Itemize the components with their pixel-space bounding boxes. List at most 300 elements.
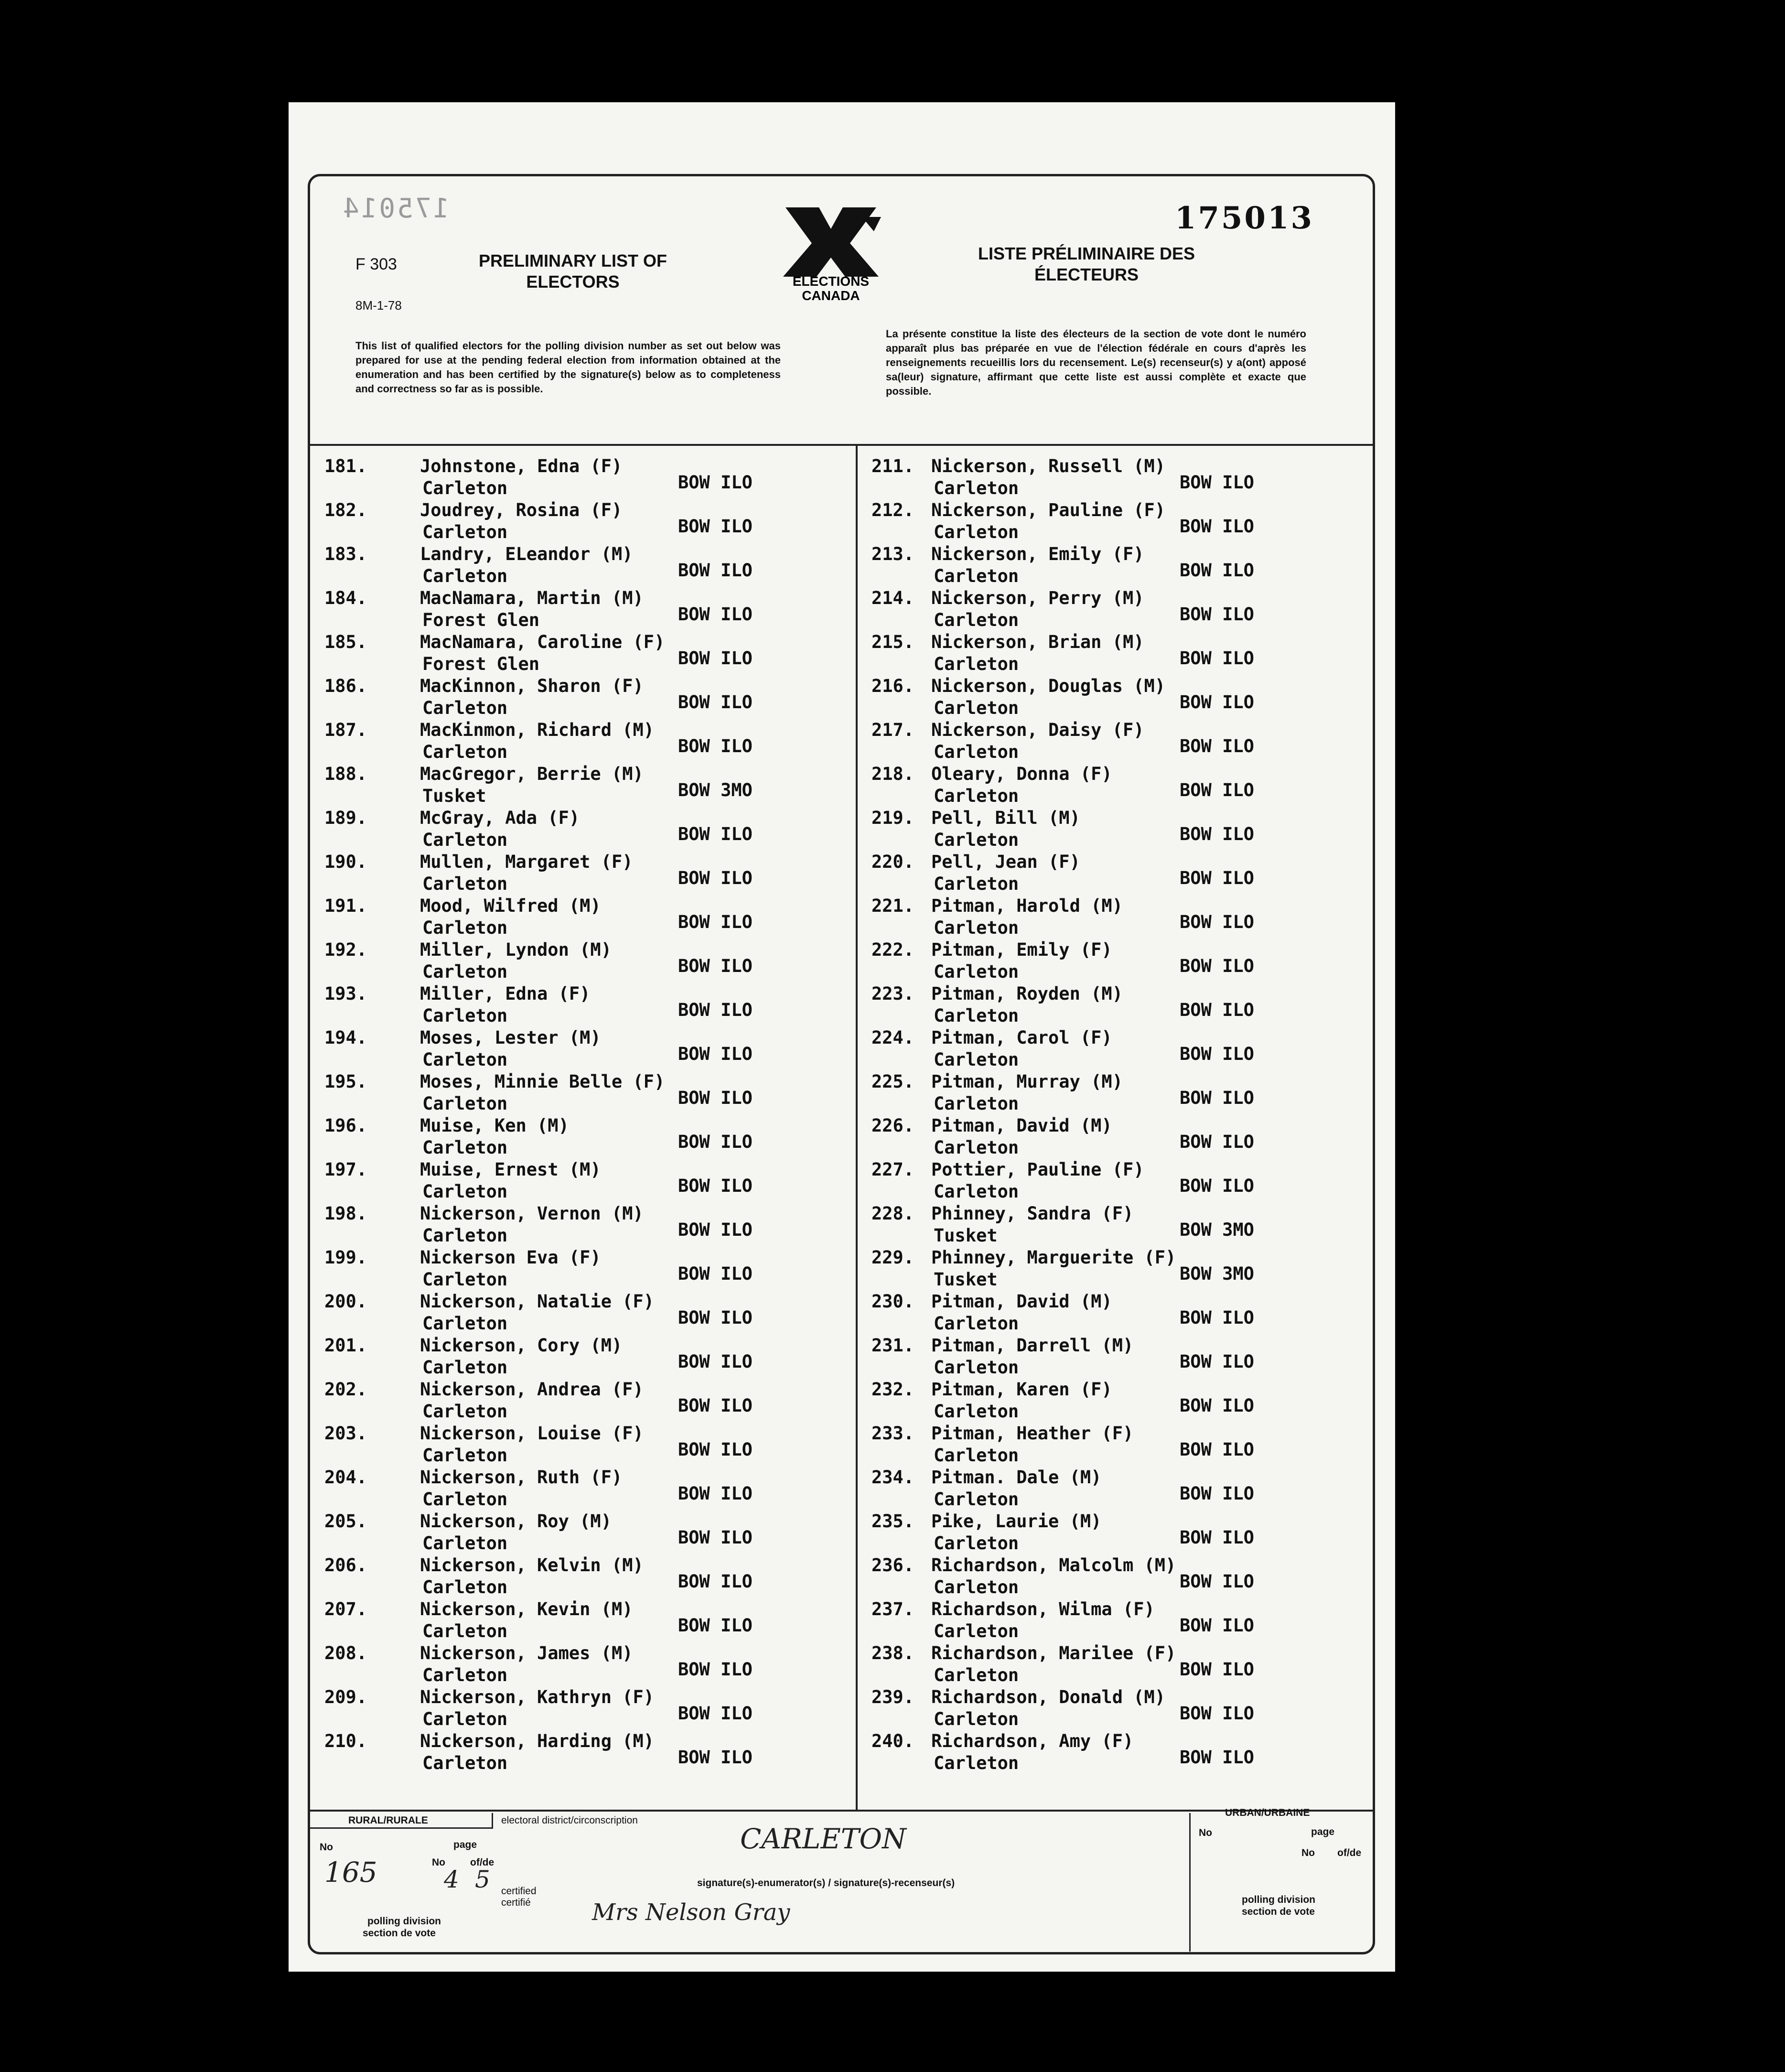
elector-entry	[315, 1511, 850, 1555]
elector-place: Carleton	[422, 874, 508, 894]
form-footer	[310, 1807, 1373, 1952]
polling-division-label-fr: section de vote	[363, 1928, 436, 1939]
elector-code: BOW ILO	[678, 604, 753, 625]
elector-entry	[862, 1247, 1368, 1291]
elector-name: Landry, ELeandor (M)	[420, 544, 633, 564]
elector-number: 213.	[871, 544, 914, 564]
column-divider	[856, 445, 858, 1810]
serial-number: 175013	[1174, 200, 1314, 236]
elector-number: 232.	[871, 1379, 914, 1400]
elector-entry	[315, 1291, 850, 1335]
elector-name: Pitman, Murray (M)	[931, 1071, 1123, 1092]
elector-place: Carleton	[422, 1313, 508, 1334]
elector-code: BOW ILO	[1180, 1351, 1254, 1372]
elector-entry	[315, 1071, 850, 1115]
elector-code: BOW ILO	[678, 868, 753, 888]
elector-name: Nickerson, Ruth (F)	[420, 1467, 623, 1488]
elector-code: BOW ILO	[1180, 1132, 1254, 1152]
elector-entry	[862, 983, 1368, 1027]
elector-list-left	[315, 456, 850, 1775]
elector-code: BOW ILO	[678, 1747, 753, 1768]
elector-number: 195.	[324, 1071, 367, 1092]
elector-place: Carleton	[934, 1093, 1019, 1114]
elector-code: BOW ILO	[1180, 1044, 1254, 1064]
elector-code: BOW ILO	[678, 912, 753, 932]
elector-code: BOW ILO	[1180, 1088, 1254, 1108]
elector-code: BOW ILO	[678, 1395, 753, 1416]
elector-number: 206.	[324, 1555, 367, 1576]
elector-number: 192.	[324, 939, 367, 960]
elector-name: Richardson, Amy (F)	[931, 1731, 1134, 1751]
elector-entry	[862, 1291, 1368, 1335]
elector-number: 193.	[324, 983, 367, 1004]
elector-number: 199.	[324, 1247, 367, 1268]
of-value: 5	[475, 1866, 490, 1893]
elector-name: Johnstone, Edna (F)	[420, 456, 623, 476]
elector-name: McGray, Ada (F)	[420, 808, 580, 828]
elector-place: Carleton	[934, 1577, 1019, 1597]
elector-place: Carleton	[422, 917, 508, 938]
elector-code: BOW ILO	[1180, 1000, 1254, 1020]
elector-code: BOW 3MO	[678, 780, 753, 800]
elector-code: BOW ILO	[1180, 1527, 1254, 1548]
elector-place: Carleton	[934, 566, 1019, 586]
elector-entry	[315, 1203, 850, 1247]
elector-entry	[315, 1599, 850, 1643]
elector-place: Carleton	[934, 1445, 1019, 1466]
intro-english: This list of qualified electors for the polling division number as set out below was prepared for use at the pending federal election from information obtained at the enumeration and has been certified by the signature(s) below as to completeness and correctness so far as is possible.	[355, 340, 781, 395]
elector-number: 202.	[324, 1379, 367, 1400]
elector-entry	[315, 1731, 850, 1775]
elector-entry	[862, 1643, 1368, 1687]
elector-name: Miller, Lyndon (M)	[420, 939, 612, 960]
elector-name: MacKinmon, Richard (M)	[420, 720, 655, 740]
elector-name: Muise, Ernest (M)	[420, 1159, 601, 1180]
elector-name: Nickerson, Kelvin (M)	[420, 1555, 644, 1576]
elector-entry	[315, 1159, 850, 1203]
elector-number: 198.	[324, 1203, 367, 1224]
elector-number: 216.	[871, 676, 914, 696]
elector-number: 238.	[871, 1643, 914, 1663]
elector-code: BOW ILO	[678, 1571, 753, 1592]
elector-place: Carleton	[934, 961, 1019, 982]
enumerator-signature: Mrs Nelson Gray	[592, 1899, 790, 1926]
elector-number: 227.	[871, 1159, 914, 1180]
elector-entry	[315, 676, 850, 720]
elector-entry	[862, 1379, 1368, 1423]
elector-entry	[862, 456, 1368, 500]
elector-entry	[315, 1335, 850, 1379]
elector-name: Nickerson, James (M)	[420, 1643, 633, 1663]
elector-name: Pitman, Harold (M)	[931, 896, 1123, 916]
elector-place: Carleton	[934, 742, 1019, 762]
elector-place: Carleton	[934, 698, 1019, 718]
elector-number: 234.	[871, 1467, 914, 1488]
footer-divider	[310, 1810, 1373, 1812]
elector-code: BOW ILO	[1180, 1483, 1254, 1504]
elector-entry	[862, 1203, 1368, 1247]
elector-code: BOW ILO	[678, 824, 753, 844]
elector-entry	[315, 1687, 850, 1731]
elector-place: Carleton	[934, 1313, 1019, 1334]
elector-name: Nickerson, Douglas (M)	[931, 676, 1166, 696]
elector-name: MacNamara, Caroline (F)	[420, 632, 665, 652]
form-date: 8M-1-78	[355, 298, 402, 313]
intro-french: La présente constitue la liste des électeurs de la section de vote dont le numéro apparaît plus bas préparée en vue de l'élection fédérale en cours d'après les renseignements recueillis lors du recensement. Le(s) recenseur(s) y a(ont) apposé sa(leur) signature, affirmant que cette liste est aussi complète et exacte que possible.	[886, 328, 1306, 397]
elector-name: Muise, Ken (M)	[420, 1115, 569, 1136]
rural-page-label: page	[453, 1839, 477, 1850]
elector-number: 218.	[871, 764, 914, 784]
elector-number: 189.	[324, 808, 367, 828]
elector-name: Oleary, Donna (F)	[931, 764, 1112, 784]
elector-number: 233.	[871, 1423, 914, 1444]
elector-code: BOW ILO	[678, 1263, 753, 1284]
elector-code: BOW ILO	[678, 1439, 753, 1460]
elector-code: BOW ILO	[1180, 560, 1254, 581]
elector-entry	[315, 1027, 850, 1071]
elector-place: Carleton	[422, 1709, 508, 1729]
elector-place: Carleton	[934, 478, 1019, 498]
urban-of-label: of/de	[1337, 1847, 1362, 1858]
elector-name: Nickerson, Kathryn (F)	[420, 1687, 655, 1707]
urban-polling-division-label-fr: section de vote	[1242, 1906, 1315, 1917]
elector-place: Carleton	[422, 1181, 508, 1202]
elector-entry	[862, 939, 1368, 983]
elector-number: 230.	[871, 1291, 914, 1312]
elector-number: 211.	[871, 456, 914, 476]
header-divider	[310, 444, 1373, 446]
elector-entry	[862, 764, 1368, 808]
elector-number: 183.	[324, 544, 367, 564]
elector-code: BOW ILO	[1180, 692, 1254, 712]
elector-number: 219.	[871, 808, 914, 828]
page-value: 4	[444, 1866, 459, 1893]
rural-no-label: No	[320, 1842, 333, 1853]
elector-place: Carleton	[934, 1401, 1019, 1422]
document-page	[289, 102, 1395, 1972]
elector-name: Pitman. Dale (M)	[931, 1467, 1102, 1488]
elector-code: BOW ILO	[1180, 1571, 1254, 1592]
elector-number: 203.	[324, 1423, 367, 1444]
elector-name: Pike, Laurie (M)	[931, 1511, 1102, 1532]
elector-entry	[862, 1115, 1368, 1159]
elector-place: Forest Glen	[422, 654, 540, 674]
elector-place: Carleton	[422, 1093, 508, 1114]
elector-code: BOW ILO	[1180, 516, 1254, 537]
elector-name: MacKinnon, Sharon (F)	[420, 676, 644, 696]
elector-name: Joudrey, Rosina (F)	[420, 500, 623, 520]
elector-entry	[315, 808, 850, 852]
elector-entry	[862, 1423, 1368, 1467]
elector-place: Carleton	[934, 1709, 1019, 1729]
elector-code: BOW ILO	[678, 692, 753, 712]
elector-place: Carleton	[422, 698, 508, 718]
elector-code: BOW ILO	[1180, 736, 1254, 756]
elector-code: BOW ILO	[678, 1307, 753, 1328]
elector-entry	[315, 983, 850, 1027]
elector-entry	[862, 1159, 1368, 1203]
elector-entry	[315, 500, 850, 544]
elector-code: BOW ILO	[1180, 1439, 1254, 1460]
elector-entry	[315, 1379, 850, 1423]
elector-number: 200.	[324, 1291, 367, 1312]
elector-entry	[862, 1335, 1368, 1379]
elector-code: BOW ILO	[678, 1000, 753, 1020]
elector-place: Carleton	[422, 1357, 508, 1378]
elector-place: Carleton	[934, 1753, 1019, 1773]
elector-code: BOW ILO	[1180, 824, 1254, 844]
elector-name: Nickerson, Natalie (F)	[420, 1291, 655, 1312]
elections-canada-logo	[766, 203, 895, 317]
elector-name: Nickerson, Kevin (M)	[420, 1599, 633, 1619]
elector-number: 236.	[871, 1555, 914, 1576]
elector-name: Pitman, Royden (M)	[931, 983, 1123, 1004]
elector-name: MacNamara, Martin (M)	[420, 588, 644, 608]
elector-number: 208.	[324, 1643, 367, 1663]
elector-code: BOW ILO	[1180, 648, 1254, 669]
elector-place: Carleton	[422, 522, 508, 542]
elector-name: Moses, Lester (M)	[420, 1027, 601, 1048]
elector-number: 182.	[324, 500, 367, 520]
elector-entry	[862, 808, 1368, 852]
elector-code: BOW ILO	[678, 1483, 753, 1504]
signature-label: signature(s)-enumerator(s) / signature(s)-recenseur(s)	[697, 1878, 955, 1889]
elector-place: Carleton	[934, 1005, 1019, 1026]
elector-code: BOW ILO	[678, 956, 753, 976]
elector-code: BOW ILO	[1180, 780, 1254, 800]
elector-number: 222.	[871, 939, 914, 960]
elector-name: Pitman, Carol (F)	[931, 1027, 1112, 1048]
elector-code: BOW ILO	[1180, 1615, 1254, 1636]
elector-code: BOW ILO	[678, 1659, 753, 1680]
urban-page-no-label: No	[1301, 1847, 1315, 1858]
elector-code: BOW ILO	[678, 736, 753, 756]
elector-place: Tusket	[934, 1269, 998, 1290]
district-label: electoral district/circonscription	[501, 1815, 638, 1826]
elector-number: 237.	[871, 1599, 914, 1619]
elector-entry	[862, 1511, 1368, 1555]
elector-entry	[315, 1643, 850, 1687]
elector-place: Carleton	[422, 1533, 508, 1554]
elector-number: 204.	[324, 1467, 367, 1488]
elector-name: Richardson, Marilee (F)	[931, 1643, 1176, 1663]
elector-place: Carleton	[422, 566, 508, 586]
urban-no-label: No	[1199, 1827, 1212, 1838]
elector-entry	[862, 676, 1368, 720]
elector-code: BOW ILO	[1180, 868, 1254, 888]
elector-place: Carleton	[422, 830, 508, 850]
elector-number: 226.	[871, 1115, 914, 1136]
elector-code: BOW ILO	[1180, 1395, 1254, 1416]
elector-code: BOW ILO	[1180, 1703, 1254, 1724]
elector-entry	[862, 1467, 1368, 1511]
elector-entry	[862, 1731, 1368, 1775]
elector-code: BOW ILO	[678, 1176, 753, 1196]
elector-entry	[862, 1071, 1368, 1115]
elector-entry	[315, 939, 850, 983]
elector-code: BOW ILO	[678, 1044, 753, 1064]
elector-place: Carleton	[422, 1049, 508, 1070]
elector-code: BOW 3MO	[1180, 1219, 1254, 1240]
elector-number: 221.	[871, 896, 914, 916]
elector-place: Carleton	[934, 830, 1019, 850]
elector-code: BOW ILO	[1180, 1307, 1254, 1328]
elector-place: Carleton	[934, 1533, 1019, 1554]
elector-entry	[315, 588, 850, 632]
elector-place: Carleton	[422, 1445, 508, 1466]
elector-entry	[862, 720, 1368, 764]
elector-place: Carleton	[934, 786, 1019, 806]
elector-code: BOW ILO	[1180, 1659, 1254, 1680]
elector-name: Moses, Minnie Belle (F)	[420, 1071, 665, 1092]
elector-name: Nickerson, Daisy (F)	[931, 720, 1144, 740]
elector-entry	[862, 500, 1368, 544]
elector-code: BOW ILO	[678, 472, 753, 493]
elector-place: Carleton	[422, 1665, 508, 1685]
elector-number: 228.	[871, 1203, 914, 1224]
ghost-serial-number: 175014	[341, 193, 450, 224]
elector-entry	[862, 1555, 1368, 1599]
title-english: PRELIMINARY LIST OF ELECTORS	[478, 251, 667, 291]
logo-text: ELECTIONS CANADA	[792, 274, 870, 303]
elector-place: Carleton	[422, 742, 508, 762]
elector-code: BOW ILO	[678, 560, 753, 581]
elector-name: Phinney, Sandra (F)	[931, 1203, 1134, 1224]
elector-number: 229.	[871, 1247, 914, 1268]
elector-name: Pottier, Pauline (F)	[931, 1159, 1144, 1180]
elector-number: 210.	[324, 1731, 367, 1751]
elector-number: 196.	[324, 1115, 367, 1136]
elector-name: Nickerson, Pauline (F)	[931, 500, 1166, 520]
elector-place: Carleton	[934, 610, 1019, 630]
elector-number: 214.	[871, 588, 914, 608]
elector-name: Miller, Edna (F)	[420, 983, 591, 1004]
elector-number: 225.	[871, 1071, 914, 1092]
elector-entry	[862, 588, 1368, 632]
elector-number: 184.	[324, 588, 367, 608]
urban-page-label: page	[1311, 1826, 1335, 1837]
elector-entry	[315, 764, 850, 808]
elector-entry	[315, 1115, 850, 1159]
polling-division-label: polling division	[367, 1916, 441, 1927]
elector-name: Nickerson, Brian (M)	[931, 632, 1144, 652]
elector-name: MacGregor, Berrie (M)	[420, 764, 644, 784]
rural-page-no-label: No	[432, 1857, 445, 1868]
elector-name: Richardson, Malcolm (M)	[931, 1555, 1176, 1576]
rural-label: RURAL/RURALE	[348, 1815, 428, 1826]
elector-entry	[315, 896, 850, 939]
elector-name: Pell, Bill (M)	[931, 808, 1080, 828]
elector-code: BOW ILO	[678, 516, 753, 537]
elector-place: Carleton	[422, 1137, 508, 1158]
elector-code: BOW 3MO	[1180, 1263, 1254, 1284]
elector-number: 201.	[324, 1335, 367, 1356]
elector-number: 239.	[871, 1687, 914, 1707]
elector-place: Carleton	[422, 1269, 508, 1290]
elector-name: Nickerson, Emily (F)	[931, 544, 1144, 564]
elector-number: 194.	[324, 1027, 367, 1048]
elector-number: 212.	[871, 500, 914, 520]
elector-code: BOW ILO	[678, 1219, 753, 1240]
elector-entry	[315, 1247, 850, 1291]
elector-name: Pitman, David (M)	[931, 1115, 1112, 1136]
elector-name: Pitman, David (M)	[931, 1291, 1112, 1312]
elector-name: Pell, Jean (F)	[931, 852, 1080, 872]
elector-place: Carleton	[934, 917, 1019, 938]
elector-name: Pitman, Emily (F)	[931, 939, 1112, 960]
urban-label: URBAN/URBAINE	[1225, 1807, 1310, 1818]
elector-number: 191.	[324, 896, 367, 916]
elector-place: Carleton	[422, 1225, 508, 1246]
elector-name: Richardson, Donald (M)	[931, 1687, 1166, 1707]
elector-place: Forest Glen	[422, 610, 540, 630]
elector-number: 217.	[871, 720, 914, 740]
elector-code: BOW ILO	[678, 1703, 753, 1724]
elector-entry	[315, 1423, 850, 1467]
elector-name: Nickerson, Harding (M)	[420, 1731, 655, 1751]
elector-entry	[315, 632, 850, 676]
elector-entry	[315, 544, 850, 588]
elector-place: Carleton	[934, 1181, 1019, 1202]
elector-number: 215.	[871, 632, 914, 652]
elector-number: 197.	[324, 1159, 367, 1180]
elector-place: Carleton	[934, 1137, 1019, 1158]
elector-entry	[862, 852, 1368, 896]
elector-name: Nickerson, Louise (F)	[420, 1423, 644, 1444]
elector-number: 231.	[871, 1335, 914, 1356]
elector-code: BOW ILO	[678, 648, 753, 669]
elector-entry	[862, 632, 1368, 676]
elector-entry	[862, 896, 1368, 939]
elector-entry	[862, 1687, 1368, 1731]
elector-number: 188.	[324, 764, 367, 784]
elector-place: Carleton	[934, 1621, 1019, 1641]
elector-entry	[315, 720, 850, 764]
certified-label-fr: certifié	[501, 1897, 531, 1908]
elector-place: Carleton	[934, 1489, 1019, 1510]
elector-name: Pitman, Karen (F)	[931, 1379, 1112, 1400]
elector-number: 190.	[324, 852, 367, 872]
elector-place: Carleton	[422, 1401, 508, 1422]
elector-place: Tusket	[422, 786, 486, 806]
certified-label: certified	[501, 1886, 537, 1897]
elector-number: 187.	[324, 720, 367, 740]
elector-place: Carleton	[422, 1753, 508, 1773]
elector-name: Nickerson, Vernon (M)	[420, 1203, 644, 1224]
elections-canada-x-icon	[766, 203, 895, 279]
elector-place: Carleton	[422, 478, 508, 498]
elector-code: BOW ILO	[1180, 1176, 1254, 1196]
elector-place: Carleton	[934, 654, 1019, 674]
elector-number: 220.	[871, 852, 914, 872]
elector-number: 205.	[324, 1511, 367, 1532]
form-number: F 303	[355, 255, 397, 273]
elector-number: 224.	[871, 1027, 914, 1048]
elector-place: Carleton	[934, 874, 1019, 894]
elector-entry	[315, 852, 850, 896]
elector-place: Carleton	[934, 1357, 1019, 1378]
elector-code: BOW ILO	[678, 1351, 753, 1372]
elector-place: Carleton	[934, 522, 1019, 542]
elector-list-right	[862, 456, 1368, 1775]
elector-place: Carleton	[934, 1665, 1019, 1685]
urban-box	[1189, 1813, 1374, 1952]
elector-place: Carleton	[422, 961, 508, 982]
elector-place: Carleton	[422, 1005, 508, 1026]
elector-number: 235.	[871, 1511, 914, 1532]
elector-name: Mullen, Margaret (F)	[420, 852, 633, 872]
elector-number: 223.	[871, 983, 914, 1004]
